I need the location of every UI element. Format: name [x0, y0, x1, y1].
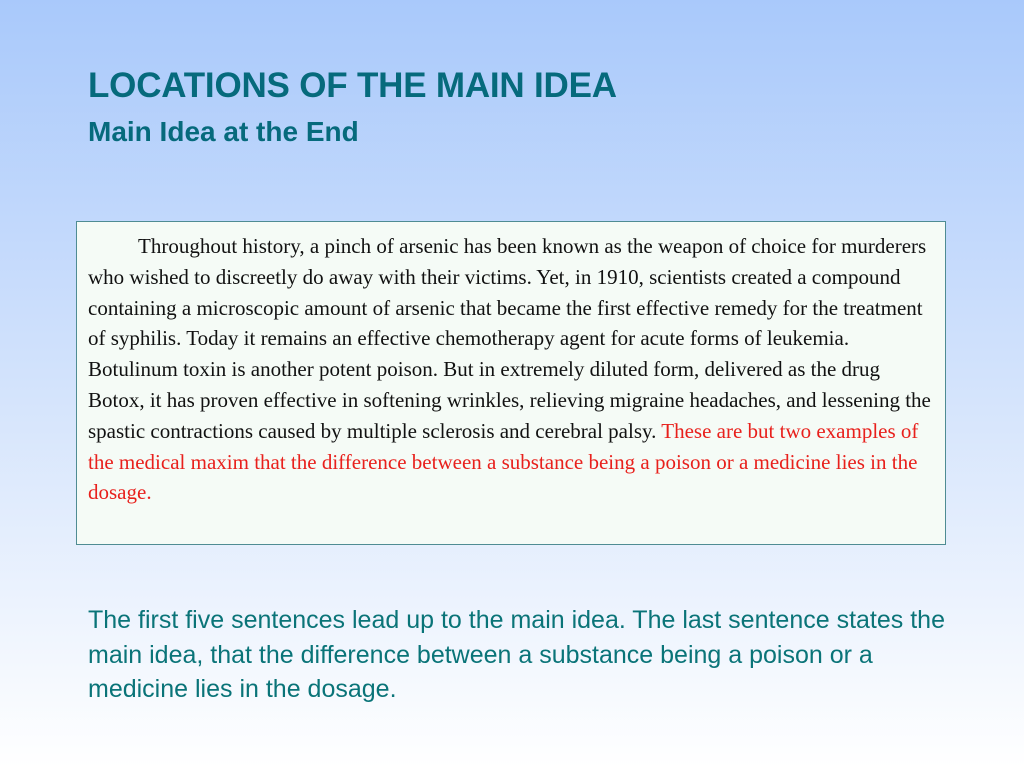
explanation-text: The first five sentences lead up to the main idea. The last sentence states the main idea, that the difference between a substance being a poison or a medicine lies in the dosage.: [88, 606, 945, 703]
passage-paragraph: [88, 231, 937, 508]
passage-supporting-text: Throughout history, a pinch of arsenic has been known as the weapon of choice for murderers who wished to discreetly do away with their victims. Yet, in 1910, scientists created a compound containing a microscopic amount of arsenic that became the first effective remedy for the treatment of syphilis. Today it remains an effective chemotherapy agent for acute forms of leukemia. Botulinum toxin is another potent poison. But in extremely diluted form, delivered as the drug Botox, it has proven effective in softening wrinkles, relieving migraine headaches, and lessening the spastic contractions caused by multiple sclerosis and cerebral palsy.: [88, 234, 931, 443]
passage-main-idea-text: These are but two examples of the medical maxim that the difference between a substance being a poison or a medicine lies in the dosage.: [88, 418, 919, 505]
slide-subtitle: Main Idea at the End: [88, 116, 359, 147]
slide-title: LOCATIONS OF THE MAIN IDEA: [88, 66, 617, 105]
passage-box: [76, 221, 946, 545]
